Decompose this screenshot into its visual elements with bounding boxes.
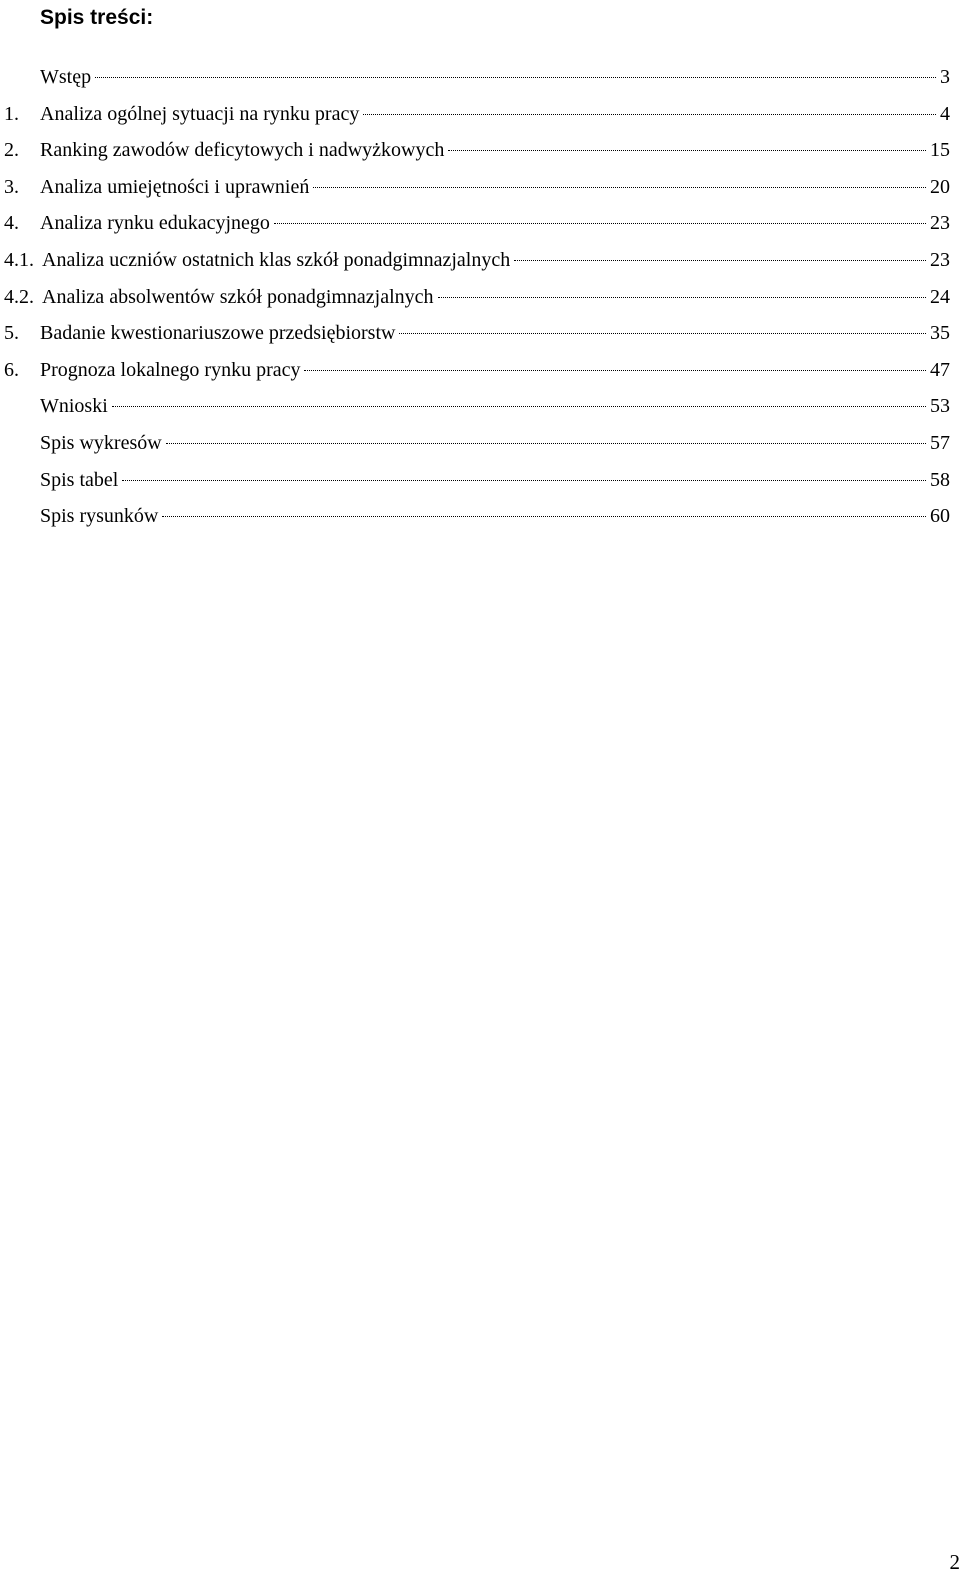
toc-entry-title: Analiza absolwentów szkół ponadgimnazjalnych [42, 285, 434, 308]
toc-entry-3[interactable] [0, 169, 950, 206]
toc-entry-page: 35 [930, 322, 950, 345]
toc-entry-title: Prognoza lokalnego rynku pracy [40, 358, 301, 381]
toc-entry-page: 23 [930, 212, 950, 235]
toc-entry-title: Analiza uczniów ostatnich klas szkół ponadgimnazjalnych [42, 248, 511, 271]
toc-entry-wnioski[interactable] [0, 388, 950, 425]
toc-entry-page: 15 [930, 139, 950, 162]
toc-entry-spis-tabel[interactable] [0, 462, 950, 499]
toc-entry-number: 4. [4, 212, 19, 235]
toc-entry-title: Analiza rynku edukacyjnego [40, 212, 270, 235]
toc-entry-number: 5. [4, 322, 19, 345]
toc-entry-number: 2. [4, 139, 19, 162]
dot-leader [122, 479, 926, 481]
toc-entry-5[interactable] [0, 315, 950, 352]
toc-heading: Spis treści: [40, 6, 154, 29]
toc-entry-title: Analiza ogólnej sytuacji na rynku pracy [40, 102, 360, 125]
toc-entry-1[interactable] [0, 96, 950, 133]
dot-leader [95, 76, 936, 78]
toc-entry-title: Wstęp [40, 66, 92, 88]
dot-leader [438, 296, 926, 298]
dot-leader [313, 186, 926, 188]
dot-leader [274, 222, 926, 224]
toc-entry-title: Spis rysunków [40, 505, 159, 528]
toc-entry-spis-rysunkow[interactable] [0, 498, 950, 535]
toc-entry-title: Analiza umiejętności i uprawnień [40, 175, 310, 198]
toc-entry-number: 4.2. [4, 285, 34, 308]
toc-entry-2[interactable] [0, 132, 950, 169]
toc-entry-number: 3. [4, 175, 19, 198]
toc-entry-title: Badanie kwestionariuszowe przedsiębiorstw [40, 322, 396, 345]
toc-entry-page: 23 [930, 248, 950, 271]
toc-entry-4-2[interactable] [0, 279, 950, 316]
dot-leader [166, 442, 926, 444]
toc-entry-page: 3 [940, 66, 950, 88]
toc-entry-6[interactable] [0, 352, 950, 389]
toc-entry-page: 53 [930, 395, 950, 418]
toc-entry-number: 1. [4, 102, 19, 125]
toc-entry-page: 24 [930, 285, 950, 308]
toc-entry-page: 4 [940, 102, 950, 125]
toc-entry-page: 60 [930, 505, 950, 528]
toc-entry-number: 6. [4, 358, 19, 381]
toc-entry-spis-wykresow[interactable] [0, 425, 950, 462]
page-number: 2 [949, 1550, 960, 1574]
toc-entry-number: 4.1. [4, 248, 34, 271]
dot-leader [162, 515, 926, 517]
toc-entry-title: Wnioski [40, 395, 108, 418]
dot-leader [514, 259, 926, 261]
table-of-contents [0, 59, 950, 535]
toc-entry-title: Ranking zawodów deficytowych i nadwyżkowych [40, 139, 445, 162]
toc-entry-title: Spis tabel [40, 468, 119, 491]
toc-entry-page: 20 [930, 175, 950, 198]
toc-entry-wstep[interactable] [0, 59, 950, 96]
toc-entry-4-1[interactable] [0, 242, 950, 279]
toc-entry-title: Spis wykresów [40, 431, 162, 454]
toc-entry-page: 57 [930, 431, 950, 454]
toc-entry-page: 58 [930, 468, 950, 491]
dot-leader [304, 369, 926, 371]
dot-leader [448, 149, 926, 151]
toc-entry-4[interactable] [0, 205, 950, 242]
dot-leader [399, 332, 926, 334]
toc-entry-page: 47 [930, 358, 950, 381]
dot-leader [363, 113, 936, 115]
dot-leader [112, 405, 926, 407]
